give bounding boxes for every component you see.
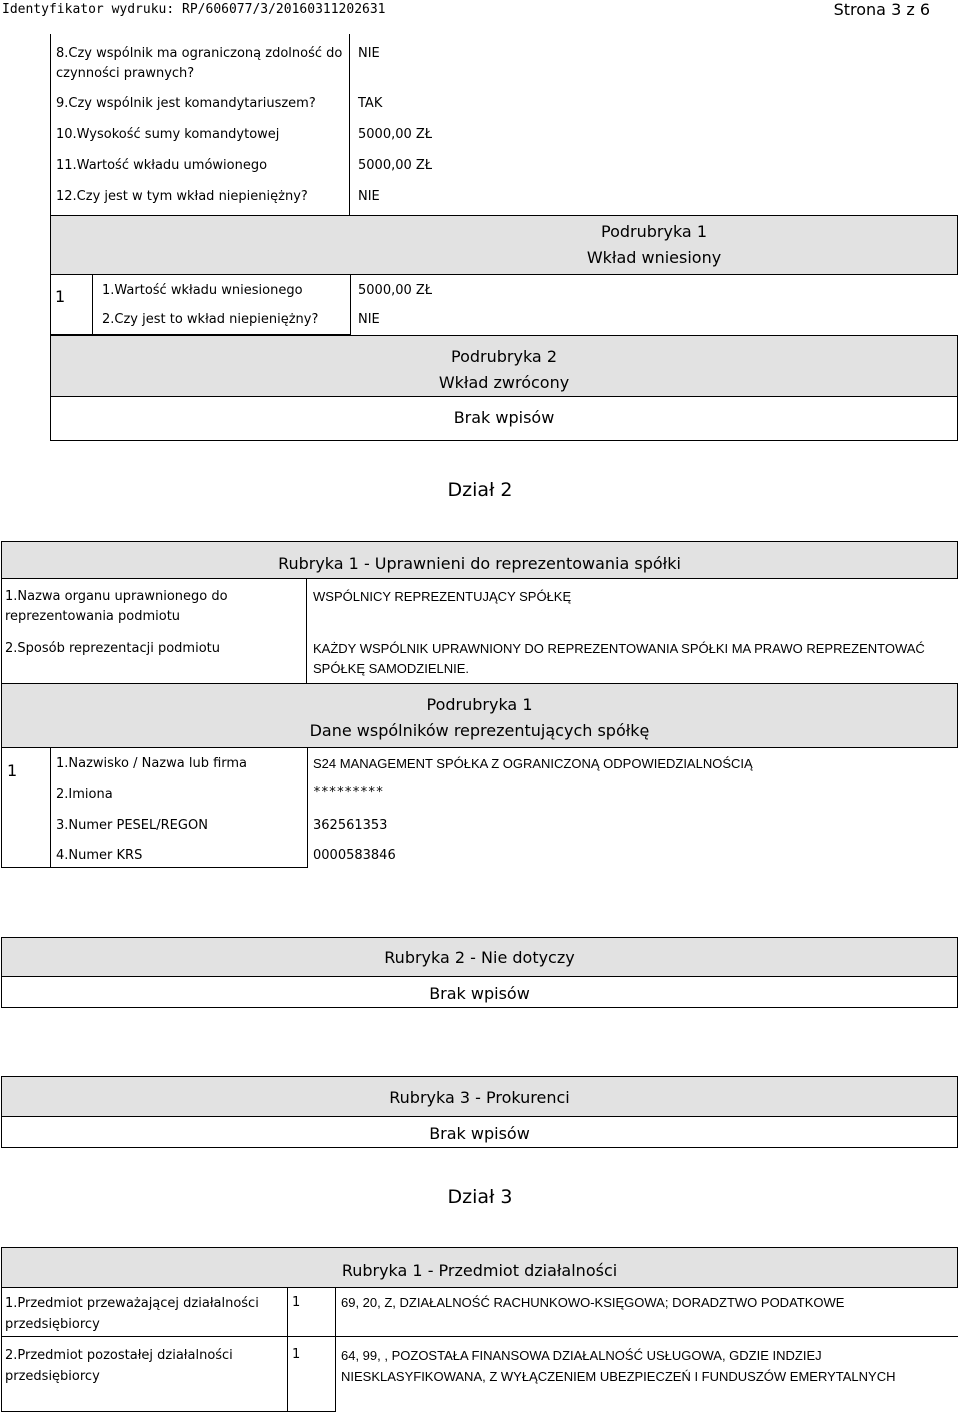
podrubryka1-subtitle: Wkład wniesiony — [586, 248, 722, 267]
podrubryka1-row-1-value: 5000,00 ZŁ — [358, 283, 433, 298]
rubryka1-row-1-label: 1.Nazwa organu uprawnionego do reprezentowania podmiotu — [5, 589, 228, 624]
partner-row-8-label: 8.Czy wspólnik ma ograniczoną zdolność do czynności prawnych? — [56, 46, 343, 81]
page-number: Strona 3 z 6 — [833, 0, 930, 19]
dzial3-row-1-value: 69, 20, Z, DZIAŁALNOŚĆ RACHUNKOWO-KSIĘGOWA; DORADZTWO PODATKOWE — [341, 1295, 845, 1310]
rubryka1-sub-title: Podrubryka 1 — [426, 695, 533, 714]
partner-row-8-value: NIE — [358, 46, 380, 61]
partner-krs-value: 0000583846 — [313, 848, 396, 863]
partner-row-12-label: 12.Czy jest w tym wkład niepieniężny? — [56, 189, 308, 204]
partner-row-9-label: 9.Czy wspólnik jest komandytariuszem? — [56, 96, 316, 111]
rubryka2-empty: Brak wpisów — [429, 984, 530, 1003]
rubryka1-sub-index: 1 — [7, 761, 18, 780]
partner-pesel-regon-value: 362561353 — [313, 818, 388, 833]
dzial3-row-1-label: 1.Przedmiot przeważającej działalności przedsiębiorcy — [5, 1296, 259, 1332]
podrubryka1-index: 1 — [55, 287, 66, 306]
dzial3-rubryka1-title: Rubryka 1 - Przedmiot działalności — [341, 1261, 618, 1280]
partner-row-10-value: 5000,00 ZŁ — [358, 127, 433, 142]
rubryka2-title: Rubryka 2 - Nie dotyczy — [384, 948, 575, 967]
dzial3-row-2-index: 1 — [292, 1347, 301, 1362]
dzial3-row-2-value: 64, 99, , POZOSTAŁA FINANSOWA DZIAŁALNOŚĆ USŁUGOWA, GDZIE INDZIEJ NIESKLASYFIKOWANA, Z WYŁĄCZENIEM UBEZPIECZEŃ I FUNDUSZÓW EMERYTALNYCH — [341, 1348, 896, 1384]
rubryka1-row-2-label: 2.Sposób reprezentacji podmiotu — [5, 641, 220, 656]
dzial3-row-divider — [1, 1336, 958, 1337]
partner-first-names-label: 2.Imiona — [56, 787, 113, 802]
podrubryka1-title: Podrubryka 1 — [601, 222, 707, 241]
partner-row-11-value: 5000,00 ZŁ — [358, 158, 433, 173]
podrubryka2-subtitle: Wkład zwrócony — [438, 373, 570, 392]
dzial3-row-1-index: 1 — [292, 1295, 301, 1310]
rubryka3-title: Rubryka 3 - Prokurenci — [389, 1088, 570, 1107]
rubryka1-title: Rubryka 1 - Uprawnieni do reprezentowania spółki — [278, 554, 681, 573]
podrubryka1-row-2-label: 2.Czy jest to wkład niepieniężny? — [102, 312, 319, 327]
partner-name-label: 1.Nazwisko / Nazwa lub firma — [56, 756, 248, 771]
rubryka3-empty: Brak wpisów — [429, 1124, 530, 1143]
podrubryka1-row-2-value: NIE — [358, 312, 380, 327]
partner-row-11-label: 11.Wartość wkładu umówionego — [56, 158, 268, 173]
partner-name-value: S24 MANAGEMENT SPÓŁKA Z OGRANICZONĄ ODPOWIEDZIALNOŚCIĄ — [313, 756, 753, 771]
dzial3-title: Dział 3 — [447, 1186, 513, 1208]
rubryka1-row-1-value: WSPÓLNICY REPREZENTUJĄCY SPÓŁKĘ — [313, 589, 572, 604]
podrubryka1-row-1-label: 1.Wartość wkładu wniesionego — [102, 283, 303, 298]
rubryka1-row-2-value: KAŻDY WSPÓLNIK UPRAWNIONY DO REPREZENTOWANIA SPÓŁKI MA PRAWO REPREZENTOWAĆ SPÓŁKĘ SAMODZIELNIE. — [313, 641, 925, 676]
partner-row-9-value: TAK — [358, 96, 383, 111]
partner-row-12-value: NIE — [358, 189, 380, 204]
podrubryka2-empty: Brak wpisów — [453, 408, 555, 427]
partner-pesel-regon-label: 3.Numer PESEL/REGON — [56, 818, 208, 833]
rubryka1-sub-subtitle: Dane wspólników reprezentujących spółkę — [309, 721, 650, 740]
podrubryka2-title: Podrubryka 2 — [451, 347, 557, 366]
partner-row-10-label: 10.Wysokość sumy komandytowej — [56, 127, 280, 142]
dzial3-row-2-label: 2.Przedmiot pozostałej działalności przedsiębiorcy — [5, 1348, 233, 1384]
print-identifier: Identyfikator wydruku: RP/606077/3/20160311202631 — [2, 2, 386, 17]
partner-krs-label: 4.Numer KRS — [56, 848, 143, 863]
dzial2-title: Dział 2 — [447, 479, 513, 501]
partner-first-names-value: ********* — [313, 785, 384, 800]
